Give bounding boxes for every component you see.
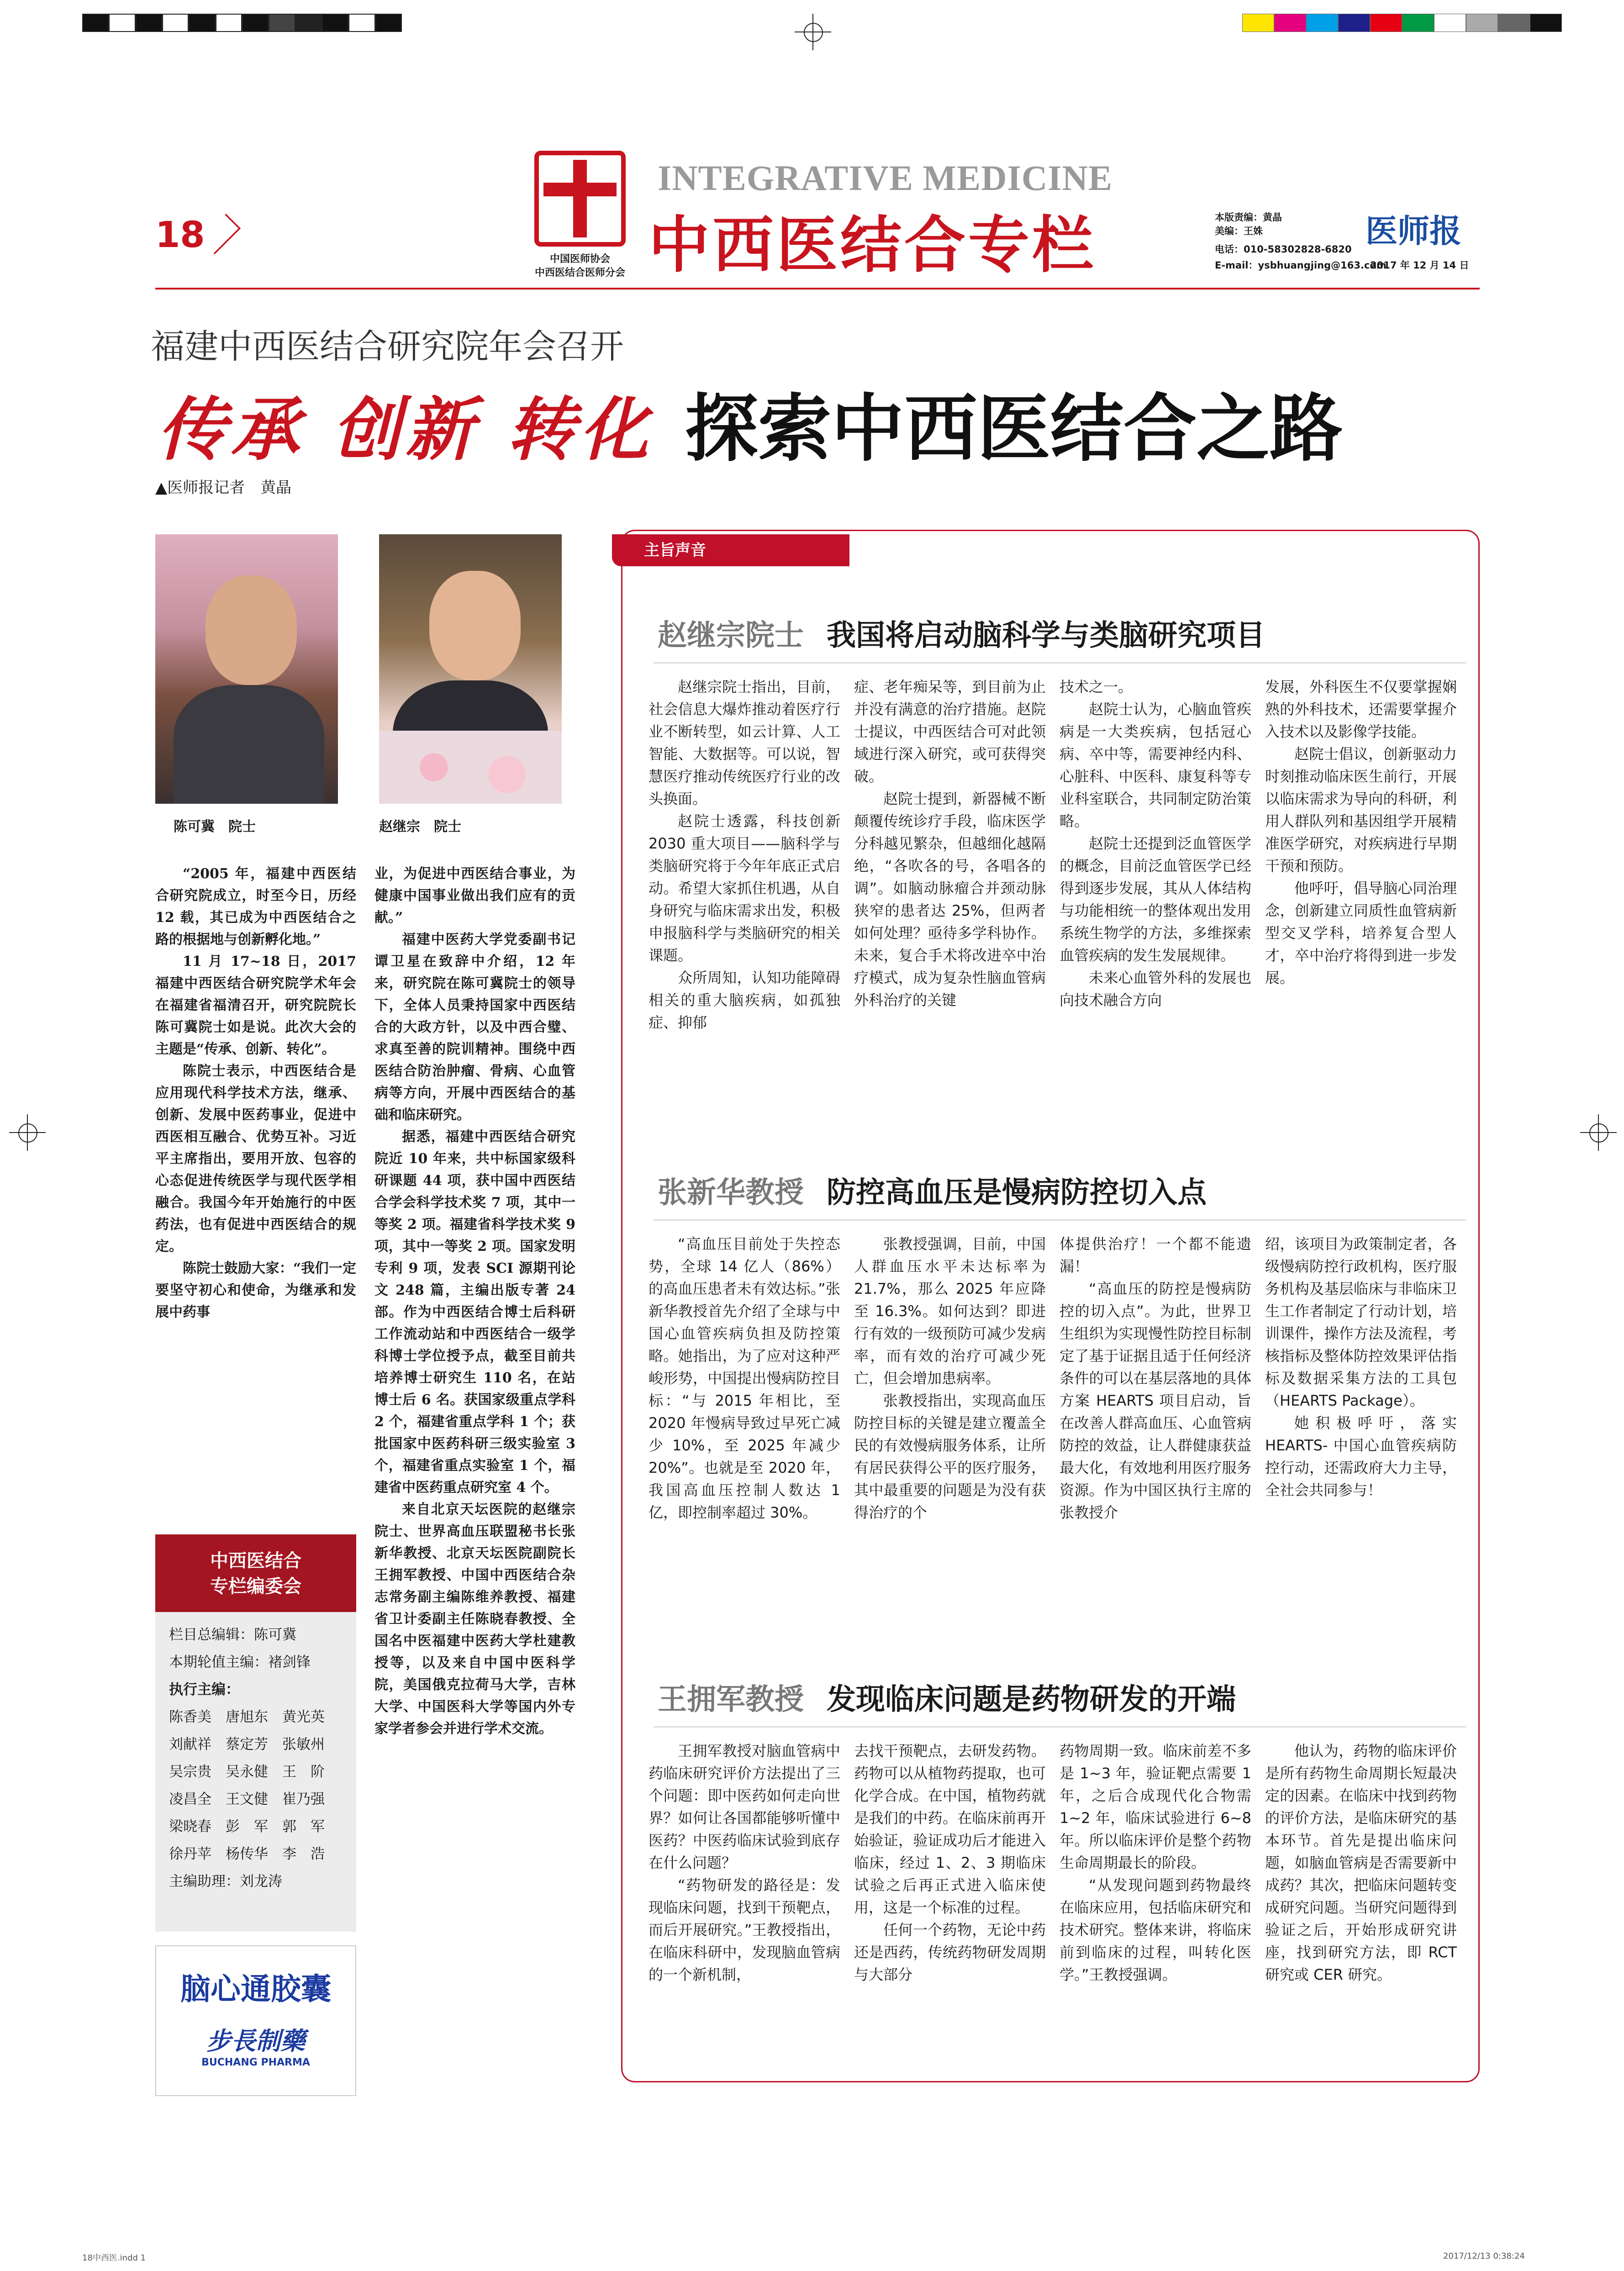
- paper-name: 医师报: [1366, 212, 1461, 250]
- editorial-board-header: [155, 1534, 356, 1612]
- paragraph: 技术之一。: [1060, 678, 1133, 696]
- paragraph: 张教授强调，目前，中国人群血压水平未达标率为 21.7%，那么 2025 年应降至 16.3%。如何达到？即进行有效的一级预防可减少发病率，而有效的治疗可减少死亡，但会增加患病率。: [854, 1235, 1046, 1387]
- panel-tag: 主旨声音: [612, 534, 849, 566]
- article-column-2: [374, 863, 575, 1740]
- section-rule: [653, 1219, 1466, 1221]
- paragraph: 陈院士表示，中西医结合是应用现代科学技术方法，继承、创新、发展中医药事业，促进中西医相互融合、优势互补。习近平主席指出，要用开放、包容的心态促进传统医学与现代医学相融合。我国今年开始施行的中医药法，也有促进中西医结合的规定。: [155, 1063, 356, 1254]
- kicker: 福建中西医结合研究院年会召开: [151, 327, 624, 366]
- org-name-2: 中西医结合医师分会: [534, 267, 625, 279]
- chevron-right-icon: [200, 214, 241, 254]
- section3-col4: [1265, 1740, 1457, 1986]
- crop-mark-left: [9, 1114, 46, 1151]
- paragraph: 去找干预靶点，去研发药物。药物可以从植物药提取，也可化学合成。在中国，植物药就是我们的中药。在临床前再开始验证，验证成功后才能进入临床，经过 1、2、3 期临床试验之后再正式进入临床使用，这是一个标准的过程。: [854, 1742, 1046, 1916]
- footer-file: 18中西医.indd 1: [82, 2253, 146, 2263]
- member-row: 梁晓春 彭 军 郭 军: [169, 1818, 325, 1835]
- paragraph: 他呼吁，倡导脑心同治理念，创新建立同质性血管病新型交叉学科，培养复合型人才，卒中治疗将得到进一步发展。: [1265, 880, 1457, 986]
- medical-cross-logo: [534, 151, 626, 247]
- rotating-editor: 本期轮值主编：褚剑锋: [169, 1654, 311, 1670]
- article-column-1: [155, 863, 356, 1323]
- section-heading: 我国将启动脑科学与类脑研究项目: [827, 619, 1265, 653]
- paragraph: 王拥军教授对脑血管病中药临床研究评价方法提出了三个问题：即中医药如何走向世界？如何让各国都能够听懂中医药？中医药临床试验到底存在什么问题？: [649, 1742, 840, 1871]
- ad-brand-en: BUCHANG PHARMA: [201, 2057, 310, 2068]
- footer-time: 2017/12/13 0:38:24: [1443, 2251, 1525, 2261]
- editor-credit: 本版责编：黄晶: [1215, 212, 1282, 223]
- editorial-board: [155, 1612, 356, 1932]
- paragraph: “药物研发的路径是：发现临床问题，找到干预靶点，而后开展研究。”王教授指出，在临床科研中，发现脑血管病的一个新机制，: [649, 1876, 840, 1983]
- org-name-1: 中国医师协会: [549, 253, 610, 265]
- speaker-name: 王拥军教授: [658, 1683, 804, 1717]
- paragraph: 福建中医药大学党委副书记谭卫星在致辞中介绍，12 年来，研究院在陈可冀院士的领导下，全体人员秉持国家中西医结合的大政方针，以及中西合璧、求真至善的院训精神。围绕中西医结合防治肿瘤、骨病、心血管病等方向，开展中西医结合的基础和临床研究。: [374, 932, 575, 1123]
- member-row: 刘献祥 蔡定芳 张敏州: [169, 1736, 325, 1753]
- assistant-editor: 主编助理：刘龙涛: [169, 1873, 282, 1890]
- paragraph: 症、老年痴呆等，到目前为止并没有满意的治疗措施。赵院士提议，中西医结合可对此领域进行深入研究，或可获得突破。: [854, 678, 1046, 785]
- paragraph: 赵院士透露，科技创新 2030 重大项目——脑科学与类脑研究将于今年年底正式启动。希望大家抓住机遇，从自身研究与临床需求出发，积极申报脑科学与类脑研究的相关课题。: [649, 812, 840, 964]
- editorial-title-1: 中西医结合: [210, 1550, 301, 1571]
- member-row: 吴宗贵 吴永健 王 阶: [169, 1764, 325, 1780]
- member-row: 凌昌全 王文健 崔乃强: [169, 1791, 325, 1807]
- paragraph: “从发现问题到药物最终在临床应用，包括临床研究和技术研究。整体来讲，将临床前到临床的过程，叫转化医学。”王教授强调。: [1060, 1876, 1251, 1983]
- advertisement[interactable]: [155, 1945, 356, 2096]
- ad-brand-logo: 步長制藥: [206, 2027, 305, 2055]
- paragraph: 他认为，药物的临床评价是所有药物生命周期长短最决定的因素。在临床中找到药物的评价方法，是临床研究的基本环节。首先是提出临床问题，如脑血管病是否需要新中成药？其次，把临床问题转变成研究问题。当研究问题得到验证之后，开始形成研究讲座，找到研究方法，即 RCT 研究或 CER 研究。: [1265, 1742, 1457, 1983]
- section-title-1: [658, 612, 1265, 654]
- paragraph: 赵继宗院士指出，目前，社会信息大爆炸推动着医疗行业不断转型，如云计算、人工智能、大数据等。可以说，智慧医疗推动传统医疗行业的改头换面。: [649, 678, 840, 807]
- paragraph: 赵院士倡议，创新驱动力时刻推动临床医生前行，开展以临床需求为导向的科研，利用人群队列和基因组学开展精准医学研究，对疾病进行早期干预和预防。: [1265, 745, 1457, 875]
- english-title: INTEGRATIVE MEDICINE: [658, 158, 1113, 198]
- section2-col4: [1265, 1233, 1457, 1502]
- section-heading: 防控高血压是慢病防控切入点: [827, 1176, 1207, 1210]
- paragraph: 业，为促进中西医结合事业，为健康中国事业做出我们应有的贡献。”: [374, 866, 575, 926]
- section2-col1: [649, 1233, 840, 1524]
- byline: ▲医师报记者 黄晶: [155, 479, 292, 497]
- column-title: 中西医结合专栏: [649, 210, 1097, 281]
- paragraph: 体提供治疗！一个都不能遗漏！: [1060, 1235, 1251, 1275]
- section1-col4: [1265, 676, 1457, 989]
- paragraph: 赵院士提到，新器械不断颠覆传统诊疗手段，临床医学分科越见繁杂，但越细化越隔绝，“各吹各的号，各唱各的调”。如脑动脉瘤合并颈动脉狭窄的患者达 25%，但两者如何处理？亟待多学科协作。未来，复合手术将改进卒中治疗模式，成为复杂性脑血管病外科治疗的关键: [854, 790, 1046, 1009]
- paragraph: 药物周期一致。临床前差不多是 1~3 年，验证靶点需要 1 年，之后合成现代化合物需 1~2 年，临床试验进行 6~8 年。所以临床评价是整个药物生命周期最长的阶段。: [1060, 1742, 1251, 1871]
- editorial-title-2: 专栏编委会: [210, 1576, 301, 1597]
- paragraph: “2005 年，福建中西医结合研究院成立，时至今日，历经 12 载，其已成为中西医结合之路的根据地与创新孵化地。”: [155, 866, 356, 948]
- issue-date: 2017 年 12 月 14 日: [1370, 260, 1469, 271]
- section-rule: [653, 1726, 1466, 1728]
- paragraph: 赵院士还提到泛血管医学的概念，目前泛血管医学已经得到逐步发展，其从人体结构与功能相统一的整体观出发用系统生物学的方法，多维探索血管疾病的发生发展规律。: [1060, 835, 1251, 964]
- speaker-name: 赵继宗院士: [658, 619, 804, 653]
- section1-col2: [854, 676, 1046, 1012]
- registration-bar-color: [1242, 14, 1562, 32]
- member-row: 徐丹苹 杨传华 李 浩: [169, 1846, 325, 1862]
- paragraph: 未来心血管外科的发展也向技术融合方向: [1060, 969, 1251, 1009]
- paragraph: 任何一个药物，无论中药还是西药，传统药物研发周期与大部分: [854, 1921, 1046, 1983]
- paragraph: 张教授指出，实现高血压防控目标的关键是建立覆盖全民的有效慢病服务体系，让所有居民获得公平的医疗服务，其中最重要的问题是为没有获得治疗的个: [854, 1392, 1046, 1521]
- paragraph: 发展，外科医生不仅要掌握娴熟的外科技术，还需要掌握介入技术以及影像学技能。: [1265, 678, 1457, 740]
- member-row: 陈香美 唐旭东 黄光英: [169, 1709, 325, 1725]
- section-heading: 发现临床问题是药物研发的开端: [827, 1683, 1236, 1717]
- paragraph: 据悉，福建中西医结合研究院近 10 年来，共中标国家级科研课题 44 项，获中国中西医结合学会科学技术奖 7 项，其中一等奖 2 项。福建省科学技术奖 9 项，其中一等奖 2 项。国家发明专利 9 项，发表 SCI 源期刊论文 248 篇，主编出版专著 24 部。作为中西医结合博士后科研工作流动站和中西医结合一级学科博士学位授予点，截至目前共培养博士研究生 110 名，在站博士后 6 名。获国家级重点学科 2 个，福建省重点学科 1 个；获批国家中医药科研三级实验室 3 个，福建省重点实验室 1 个，福建省中医药重点研究室 4 个。: [374, 1129, 575, 1496]
- ad-product-name: 脑心通胶囊: [180, 1971, 331, 2007]
- section-title-3: [658, 1676, 1236, 1718]
- paragraph: 陈院士鼓励大家：“我们一定要坚守初心和使命，为继承和发展中药事: [155, 1260, 356, 1320]
- section3-col1: [649, 1740, 840, 1986]
- paragraph: 绍，该项目为政策制定者，各级慢病防控行政机构，医疗服务机构及基层临床与非临床卫生工作者制定了行动计划，培训课件，操作方法及流程，考核指标及整体防控效果评估指标及数据采集方法的工具包（HEARTS Package）。: [1265, 1235, 1457, 1409]
- paragraph: 众所周知，认知功能障碍相关的重大脑疾病，如孤独症、抑郁: [649, 969, 840, 1031]
- paragraph: 赵院士认为，心脑血管疾病是一大类疾病，包括冠心病、卒中等，需要神经内科、心脏科、中医科、康复科等专业科室联合，共同制定防治策略。: [1060, 701, 1251, 830]
- registration-bar-black: [82, 14, 402, 32]
- section-title-2: [658, 1169, 1207, 1211]
- crop-mark-top: [795, 14, 831, 50]
- photo2-caption: 赵继宗 院士: [379, 819, 461, 835]
- masthead-rule: [155, 288, 1480, 290]
- headline-black: 探索中西医结合之路: [685, 386, 1343, 471]
- crop-mark-right: [1580, 1114, 1617, 1151]
- section3-col2: [854, 1740, 1046, 1986]
- section1-col1: [649, 676, 840, 1034]
- speaker-name: 张新华教授: [658, 1176, 804, 1210]
- paragraph: 11 月 17~18 日，2017 福建中西医结合研究院学术年会在福建省福清召开，研究院院长陈可冀院士如是说。此次大会的主题是“传承、创新、转化”。: [155, 954, 356, 1057]
- paragraph: 来自北京天坛医院的赵继宗院士、世界高血压联盟秘书长张新华教授、北京天坛医院副院长王拥军教授、中国中西医结合杂志常务副主编陈维养教授、福建省卫计委副主任陈晓春教授、全国名中医福建中医药大学杜建教授等，以及来自中国中医科学院，美国俄克拉荷马大学，吉林大学、中国医科大学等国内外专家学者参会并进行学术交流。: [374, 1502, 575, 1737]
- section2-col3: [1060, 1233, 1251, 1524]
- section-rule: [653, 662, 1466, 664]
- photo-zhao-jizong: [379, 534, 562, 804]
- email: E-mail：ysbhuangjing@163.com: [1215, 260, 1387, 271]
- page-number: 18: [155, 215, 205, 256]
- paragraph: 她积极呼吁，落实 HEARTS- 中国心血管疾病防控行动，还需政府大力主导，全社会共同参与！: [1265, 1414, 1457, 1499]
- section1-col3: [1060, 676, 1251, 1012]
- section3-col3: [1060, 1740, 1251, 1986]
- photo-chen-keji: [155, 534, 338, 804]
- headline-red: 传承 创新 转化: [158, 390, 653, 470]
- exec-editor-label: 执行主编：: [169, 1681, 240, 1698]
- paragraph: “高血压目前处于失控态势，全球 14 亿人（86%）的高血压患者未有效达标。”张新华教授首先介绍了全球与中国心血管疾病负担及防控策略。她指出，为了应对这种严峻形势，中国提出慢病防控目标：“与 2015 年相比，至 2020 年慢病导致过早死亡减少 10%，至 2025 年减少 20%”。也就是至 2020 年，我国高血压控制人数达 1 亿，即控制率超过 30%。: [649, 1235, 840, 1521]
- section2-col2: [854, 1233, 1046, 1524]
- phone: 电话：010-58302828-6820: [1215, 244, 1352, 255]
- chief-editor: 栏目总编辑：陈可冀: [169, 1627, 296, 1643]
- photo1-caption: 陈可冀 院士: [174, 819, 256, 835]
- designer-credit: 美编：王姝: [1215, 226, 1263, 237]
- paragraph: “高血压的防控是慢病防控的切入点”。为此，世界卫生组织为实现慢性防控目标制定了基于证据且适于任何经济条件的可以在基层落地的具体方案 HEARTS 项目启动，旨在改善人群高血压、心血管病防控的效益，让人群健康获益最大化，有效地利用医疗服务资源。作为中国区执行主席的张教授介: [1060, 1280, 1251, 1521]
